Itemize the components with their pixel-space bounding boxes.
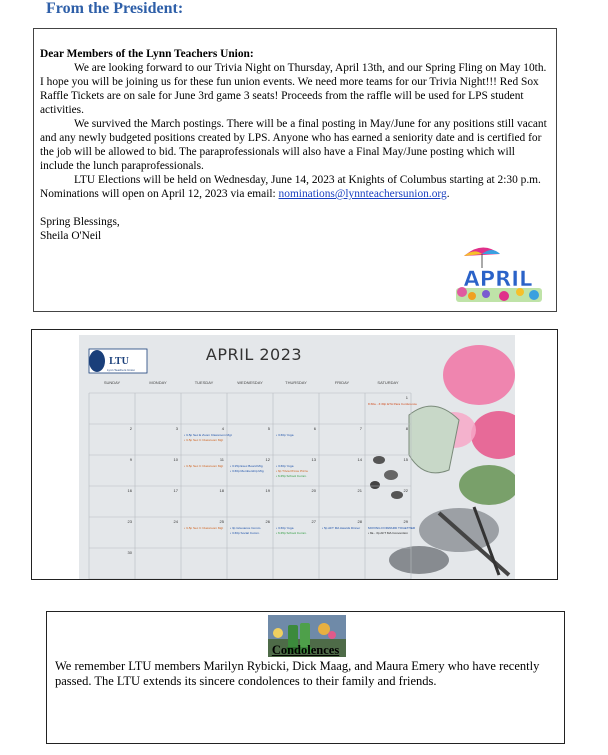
calendar-event: • 3-5p Sec C Classroom Mgt (184, 438, 224, 442)
calendar-date-number: 15 (403, 457, 408, 462)
weekday-header: SUNDAY (103, 380, 121, 385)
logo-subtitle: Lynn Teachers Union (106, 368, 136, 372)
letter-paragraph-3-text: LTU Elections will be held on Wednesday, June 14, 2023 at Knights of Columbus starting at 2:30 p.m. Nominations will open on April 12, 2023 via email: (40, 174, 541, 200)
condolences-text: We remember LTU members Marilyn Rybicki, Dick Maag, and Maura Emery who have recently passed. The LTU extends its sincere condolences to their family and friends. (55, 659, 540, 688)
calendar-date-number: 4 (221, 426, 224, 431)
calendar-event: • 3-5p Sec C Classroom Mgt (184, 526, 224, 530)
april-calendar (79, 335, 515, 579)
calendar-event: • 3:15p Exec Board Mtg (230, 464, 263, 468)
calendar-date-number: 23 (127, 519, 132, 524)
letter-closing: Spring Blessings, (40, 216, 120, 228)
calendar-date-number: 19 (265, 488, 270, 493)
calendar-event: • 5p AFT MA Awards Dinner (322, 526, 361, 530)
calendar-date-number: 30 (127, 550, 132, 555)
letter-paragraph-2: We survived the March postings. There will be a final posting in May/June for any positions still vacant and any newly budgeted positions created by LPS. Anyone who has earned a seniority date and is certified for the job will be allowed to bid. The paraprofessionals will also have a Final May/June posting which will include the lunch paraprofessionals. (40, 118, 547, 172)
letter-paragraph-3 (40, 173, 548, 201)
nominations-email-link[interactable]: nominations@lynnteachersunion.org (278, 188, 447, 200)
calendar-event: • 6:45p School Comm. (276, 531, 307, 535)
calendar-event: • 8a - 3p AFT MA Convention (368, 531, 408, 535)
logo-text: LTU (109, 356, 129, 367)
calendar-event: • 6p Trivia Prince Pizza (276, 469, 308, 473)
calendar-event: • 3p Grievance Comm. (230, 526, 262, 530)
letter-salutation: Dear Members of the Lynn Teachers Union: (40, 48, 254, 60)
calendar-event: • 3:30p Membership Mtg (230, 469, 264, 473)
section-heading: From the President: (46, 0, 184, 17)
calendar-event: • 3:30p Yoga (276, 526, 294, 530)
april-art-text: APRIL (463, 267, 533, 291)
calendar-date-number: 22 (403, 488, 408, 493)
calendar-date-number: 14 (357, 457, 362, 462)
calendar-date-number: 5 (267, 426, 270, 431)
calendar-event: • 6:45p School Comm. (276, 474, 307, 478)
ltu-logo (89, 349, 147, 373)
calendar-title: APRIL 2023 (205, 345, 303, 364)
calendar-event: MOVING FORWARD TOGETHER (368, 526, 416, 530)
weekday-header: SATURDAY (377, 380, 399, 385)
calendar-date-number: 7 (359, 426, 362, 431)
calendar-date-number: 3 (175, 426, 178, 431)
calendar-date-number: 12 (265, 457, 270, 462)
calendar-date-number: 20 (311, 488, 316, 493)
weekday-header: TUESDAY (194, 380, 214, 385)
calendar-date-number: 13 (311, 457, 316, 462)
letter-signature: Sheila O'Neil (40, 230, 102, 242)
calendar-date-number: 26 (265, 519, 270, 524)
calendar-event: 8:30a - 3:30p ETA Para Conference (368, 402, 417, 406)
calendar-date-number: 21 (357, 488, 362, 493)
calendar-box (31, 329, 558, 580)
calendar-date-number: 28 (357, 519, 362, 524)
weekday-header: MONDAY (149, 380, 167, 385)
calendar-event: • 3:30p Social Comm. (230, 531, 260, 535)
letter-paragraph-3-end: . (446, 188, 450, 200)
calendar-date-number: 25 (219, 519, 224, 524)
weekday-header: THURSDAY (285, 380, 307, 385)
april-flowers-illustration (452, 242, 544, 306)
president-letter-box (33, 28, 557, 312)
calendar-event: • 3-5p Sec E Zoom Classroom Mgt (184, 433, 232, 437)
calendar-date-number: 9 (129, 457, 132, 462)
calendar-date-number: 16 (127, 488, 132, 493)
president-letter (40, 47, 548, 243)
calendar-date-number: 6 (313, 426, 316, 431)
calendar-date-number: 10 (173, 457, 178, 462)
weekday-header: WEDNESDAY (237, 380, 263, 385)
calendar-date-number: 17 (173, 488, 178, 493)
calendar-date-number: 29 (403, 519, 408, 524)
condolences-title: Condolences (271, 643, 340, 657)
letter-paragraph-1: We are looking forward to our Trivia Night on Thursday, April 13th, and our Spring Fling on May 10th. I hope you will be joining us for these fun union events. We need more teams for our Trivia Night!!! Red Sox Raffle Tickets are on sale for June 3rd game 3 seats! Proceeds from the raffle will be used for LPS student activities. (40, 62, 547, 116)
calendar-date-number: 8 (405, 426, 408, 431)
calendar-date-number: 2 (129, 426, 132, 431)
calendar-date-number: 1 (405, 395, 408, 400)
calendar-event: • 3:30p Yoga (276, 464, 294, 468)
calendar-date-number: 24 (173, 519, 178, 524)
calendar-date-number: 11 (219, 457, 224, 462)
calendar-event: • 3-5p Sec C Classroom Mgt (184, 464, 224, 468)
weekday-header: FRIDAY (334, 380, 350, 385)
calendar-event: • 3:30p Yoga (276, 433, 294, 437)
calendar-date-number: 18 (219, 488, 224, 493)
condolences-box (46, 611, 565, 744)
calendar-date-number: 27 (311, 519, 316, 524)
